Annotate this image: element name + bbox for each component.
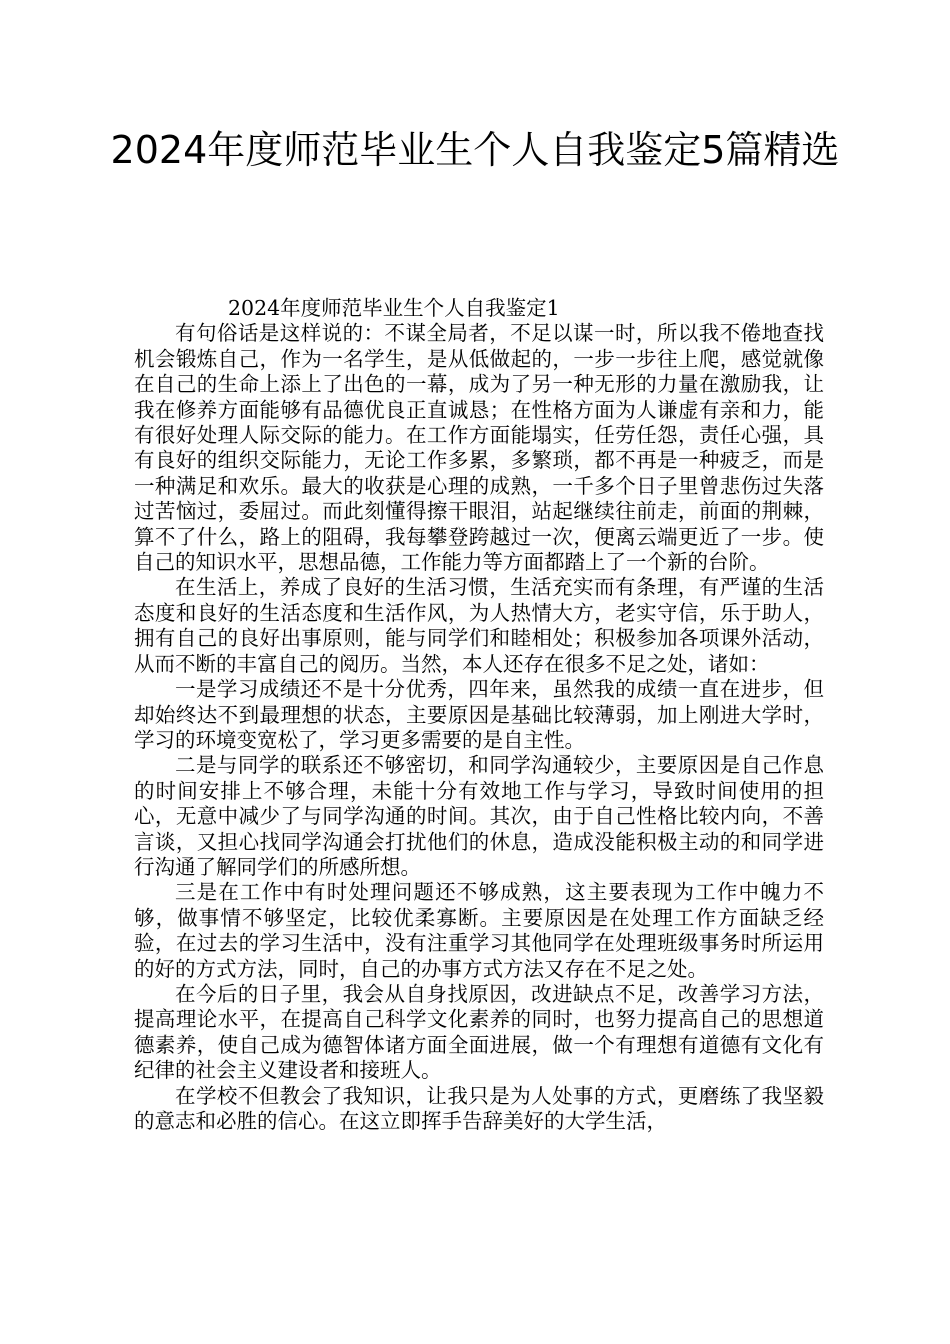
document-title: 2024年度师范毕业生个人自我鉴定5篇精选 (110, 128, 840, 172)
paragraph: 一是学习成绩还不是十分优秀，四年来，虽然我的成绩一直在进步，但却始终达不到最理想的状态，主要原因是基础比较薄弱，加上刚进大学时，学习的环境变宽松了，学习更多需要的是自主性。 (134, 677, 824, 752)
paragraph: 在生活上，养成了良好的生活习惯，生活充实而有条理，有严谨的生活态度和良好的生活态度和生活作风，为人热情大方，老实守信，乐于助人，拥有自己的良好出事原则，能与同学们和睦相处；积极参加各项课外活动，从而不断的丰富自己的阅历。当然，本人还存在很多不足之处，诸如： (134, 575, 824, 676)
paragraph: 二是与同学的联系还不够密切，和同学沟通较少，主要原因是自己作息的时间安排上不够合理，未能十分有效地工作与学习，导致时间使用的担心，无意中减少了与同学沟通的时间。其次，由于自己性格比较内向，不善言谈，又担心找同学沟通会打扰他们的休息，造成没能积极主动的和同学进行沟通了解同学们的所感所想。 (134, 753, 824, 879)
paragraph: 在今后的日子里，我会从自身找原因，改进缺点不足，改善学习方法，提高理论水平，在提高自己科学文化素养的同时，也努力提高自己的思想道德素养，使自己成为德智体诸方面全面进展，做一个有理想有道德有文化有纪律的社会主义建设者和接班人。 (134, 981, 824, 1083)
paragraph: 三是在工作中有时处理问题还不够成熟，这主要表现为工作中魄力不够，做事情不够坚定，比较优柔寡断。主要原因是在处理工作方面缺乏经验，在过去的学习生活中，没有注重学习其他同学在处理班级事务时所运用的好的方式方法，同时，自己的办事方式方法又存在不足之处。 (134, 880, 824, 981)
paragraph: 在学校不但教会了我知识，让我只是为人处事的方式，更磨练了我坚毅的意志和必胜的信心。在这立即挥手告辞美好的大学生活， (134, 1083, 824, 1133)
paragraph: 有句俗话是这样说的：不谋全局者，不足以谋一时，所以我不倦地查找机会锻炼自己，作为一名学生，是从低做起的，一步一步往上爬，感觉就像在自己的生命上添上了出色的一幕，成为了另一种无形的力量在激励我，让我在修养方面能够有品德优良正直诚恳；在性格方面为人谦虚有亲和力，能有很好处理人际交际的能力。在工作方面能塌实，任劳任怨，责任心强，具有良好的组织交际能力，无论工作多累，多繁琐，都不再是一种疲乏，而是一种满足和欢乐。最大的收获是心理的成熟，一千多个日子里曾悲伤过失落过苦恼过，委屈过。而此刻懂得擦干眼泪，站起继续往前走，前面的荆棘，算不了什么，路上的阻碍，我每攀登跨越过一次，便离云端更近了一步。使自己的知识水平，思想品德，工作能力等方面都踏上了一个新的台阶。 (134, 321, 824, 575)
section-heading: 2024年度师范毕业生个人自我鉴定1 (228, 296, 560, 320)
document-body (134, 296, 824, 1134)
